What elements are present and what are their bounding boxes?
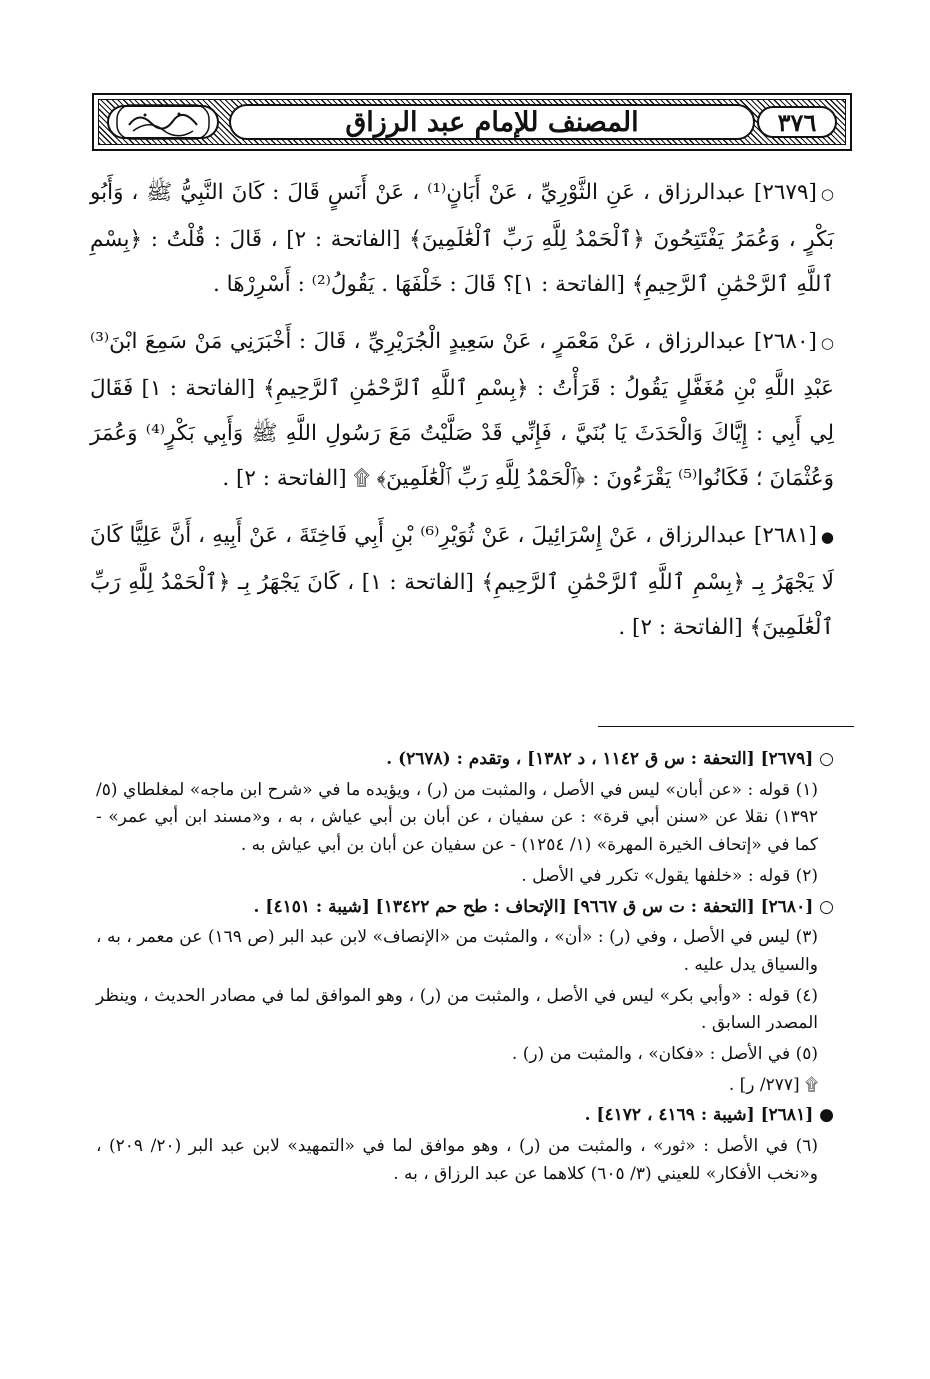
hadith-text: [٢٦٨٠] عبدالرزاق ، عَنْ مَعْمَرٍ ، عَنْ سَعِيدٍ الْجُرَيْرِيِّ ، قَالَ : أَخْبَرَنِي مَنْ سَمِعَ ابْنَ⁽³⁾ عَبْدِ اللَّهِ بْنِ مُغَفَّلٍ يَقُولُ : قَرَأْتُ : ﴿بِسْمِ ٱللَّهِ ٱلرَّحْمَٰنِ ٱلرَّحِيمِ﴾ [الفاتحة : ١] فَقَالَ لِي أَبِي : إِيَّاكَ وَالْحَدَثَ يَا بُنَيَّ ، فَإِنِّي قَدْ صَلَّيْتُ مَعَ رَسُولِ اللَّهِ ﷺ وَأَبِي بَكْرٍ⁽⁴⁾ وَعُمَرَ وَعُثْمَانَ ؛ فَكَانُوا⁽⁵⁾ يَقْرَءُونَ : ﴿ٱلْحَمْدُ لِلَّهِ رَبِّ ٱلْعَٰلَمِينَ﴾ ۩ [الفاتحة : ٢] . (90, 329, 834, 491)
book-title: المصنف للإمام عبد الرزاق (345, 106, 639, 138)
footnote: (٥) في الأصل : «فكان» ، والمثبت من (ر) . (511, 1044, 818, 1065)
footnote: ۩ [٢٧٧/ ر] . (728, 1074, 818, 1095)
footnote-separator (598, 726, 854, 727)
hadith-text: [٢٦٧٩] عبدالرزاق ، عَنِ الثَّوْرِيِّ ، عَنْ أَبَانٍ⁽¹⁾ ، عَنْ أَنَسٍ قَالَ : كَانَ النَّبِيُّ ﷺ ، وَأَبُو بَكْرٍ ، وَعُمَرُ يَفْتَتِحُونَ ﴿ٱلْحَمْدُ لِلَّهِ رَبِّ ٱلْعَٰلَمِينَ﴾ [الفاتحة : ٢] ، قَالَ : قُلْتُ : ﴿بِسْمِ ٱللَّهِ ٱلرَّحْمَٰنِ ٱلرَّحِيمِ﴾ [الفاتحة : ١]؟ قَالَ : خَلْفَهَا . يَقُولُ⁽²⁾ : أَسْرِرْهَا . (90, 180, 834, 297)
footnotes (96, 746, 834, 1192)
footnote-source: ● [٢٦٨١] [شيبة : ٤١٦٩ ، ٤١٧٢] . (584, 1105, 834, 1126)
footnote: (١) قوله : «عن أبان» ليس في الأصل ، والمثبت من (ر) ، ويؤيده ما في «شرح ابن ماجه» لمغلطاي (٥/ ١٣٩٢) نقلا عن «سنن أبي قرة» : عن سفيان ، عن أبان بن أبي عياش ، به ، و«مسند ابن أبي عمر» - كما في «إتحاف الخيرة المهرة» (١/ ١٢٥٤) - عن سفيان عن أبان بن أبي عياش به . (96, 779, 819, 856)
hadith-marker: ● (820, 528, 834, 546)
hadith-marker: ○ (820, 334, 834, 352)
book-seal-icon (107, 105, 219, 139)
footnote-source: ○ [٢٦٨٠] [التحفة : ت س ق ٩٦٦٧] [الإتحاف : طح حم ١٣٤٢٢] [شيبة : ٤١٥١] . (253, 896, 834, 917)
footnote: (٤) قوله : «وأبي بكر» ليس في الأصل ، والمثبت من (ر) ، وهو الموافق لما في مصادر الحديث ، وينظر المصدر السابق . (96, 985, 818, 1034)
header-ornament-band (98, 99, 846, 145)
hadith-2681 (90, 513, 834, 650)
footnote: (٦) في الأصل : «ثور» ، والمثبت من (ر) ، وهو موافق لما في «التمهيد» لابن عبد البر (٢٠/ ٢٠٩) ، و«نخب الأفكار» للعيني (٣/ ٦٠٥) كلاهما عن عبد الرزاق ، به . (96, 1136, 818, 1184)
hadith-2679 (90, 170, 834, 307)
footnote: (٣) ليس في الأصل ، وفي (ر) : «أن» ، والمثبت من «الإنصاف» لابن عبد البر (ص ١٦٩) عن معمر ، به ، والسياق يدل عليه . (96, 927, 818, 975)
title-cartouche (229, 104, 755, 140)
page-number-cartouche (757, 106, 837, 138)
calligraphy-seal-icon (115, 103, 211, 141)
footnote: (٢) قوله : «خلفها يقول» تكرر في الأصل . (521, 865, 818, 886)
footnote-source: ○ [٢٦٧٩] [التحفة : س ق ١١٤٢ ، د ١٣٨٢] ، وتقدم : (٢٦٧٨) . (386, 749, 834, 769)
hadith-text: [٢٦٨١] عبدالرزاق ، عَنْ إِسْرَائِيلَ ، عَنْ ثُوَيْرِ⁽⁶⁾ بْنِ أَبِي فَاخِتَةَ ، عَنْ أَبِيهِ ، أَنَّ عَلِيًّا كَانَ لَا يَجْهَرُ بِـ ﴿بِسْمِ ٱللَّهِ ٱلرَّحْمَٰنِ ٱلرَّحِيمِ﴾ [الفاتحة : ١] ، كَانَ يَجْهَرُ بِـ ﴿ٱلْحَمْدُ لِلَّهِ رَبِّ ٱلْعَٰلَمِينَ﴾ [الفاتحة : ٢] . (90, 523, 834, 640)
hadith-marker: ○ (820, 185, 835, 203)
hadith-2680 (90, 319, 834, 501)
page-number: ٣٧٦ (777, 107, 817, 137)
page-header (92, 93, 852, 151)
main-text (90, 170, 834, 662)
